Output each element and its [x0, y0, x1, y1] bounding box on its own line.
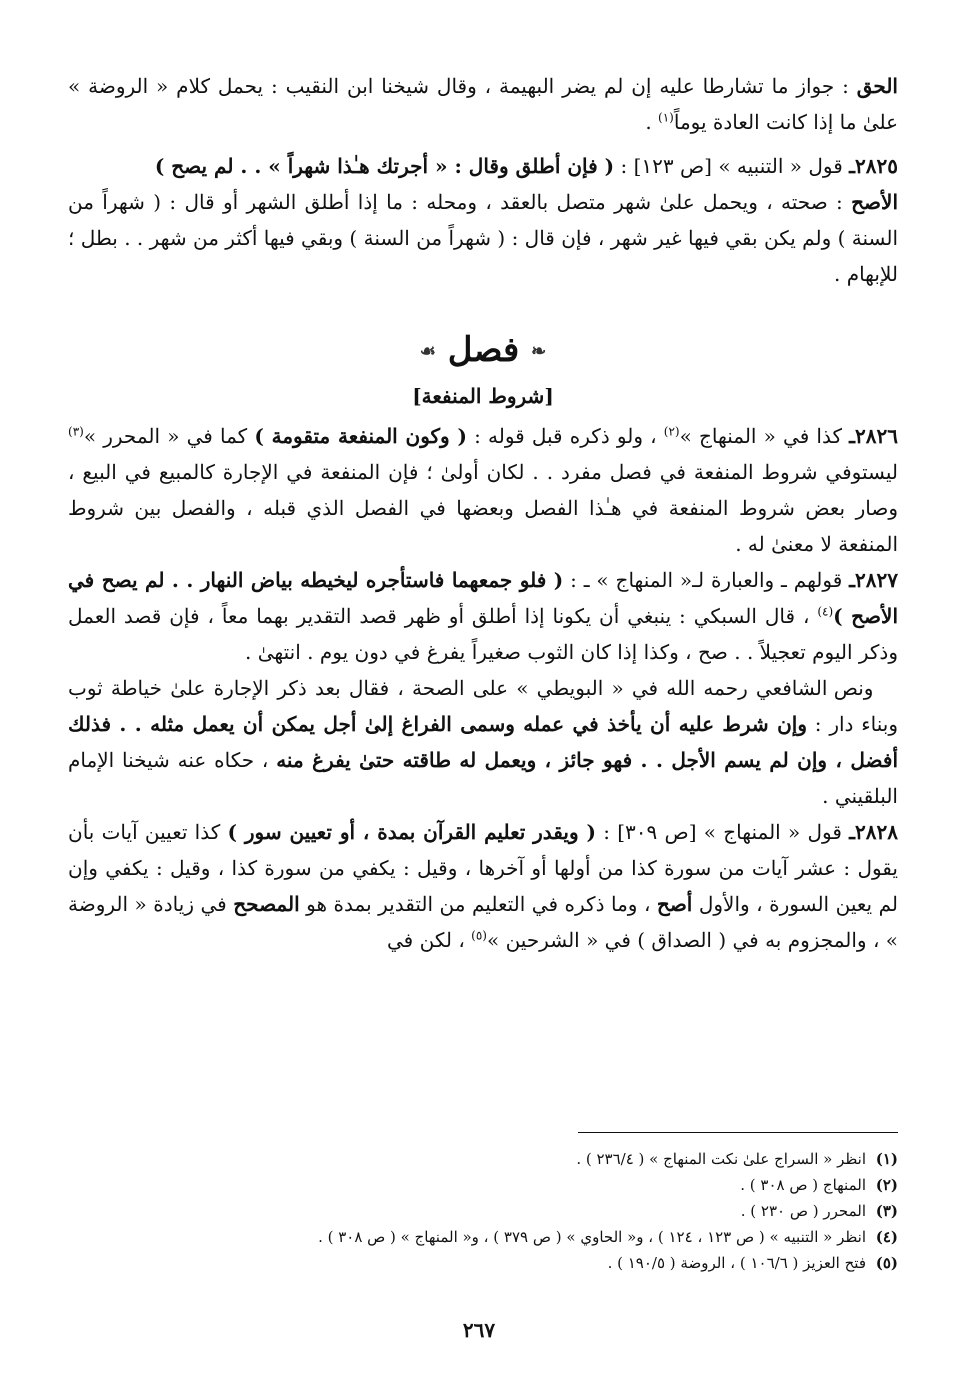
paragraph-1-text: : جواز ما تشارطا عليه إن لم يضر البهيمة ، وقال شيخنا ابن النقيب : يحمل كلام « الروضة » علىٰ ما إذا كانت العادة يوماً	[68, 74, 898, 134]
paragraph-shafii	[68, 670, 898, 814]
paragraph-2826-d: ليستوفي شروط المنفعة في فصل مفرد . . لكان أولىٰ ؛ فإن المنفعة في الإجارة كالمبيع في البيع ، وصار بعض شروط المنفعة في هـٰذا الفصل وبعضها في الفصل الذي قبله ، والفصل بين شروط المنفعة لا معنىٰ له .	[68, 460, 898, 556]
paragraph-shafii-a: ونص الشافعي رحمه الله في « البويطي » على الصحة ، فقال بعد ذكر الإجارة علىٰ خياطة ثوب وبناء دار :	[68, 676, 898, 736]
paragraph-2826-b: ، ولو ذكره قبل قوله :	[466, 424, 664, 448]
footnote-5	[140, 1250, 898, 1276]
footnote-4	[140, 1224, 898, 1250]
paragraph-2828-e: ، لكن في	[387, 928, 472, 952]
paragraph-2828	[68, 814, 898, 958]
footnotes	[140, 1146, 898, 1276]
footnote-ref-4[interactable]: (٤)	[817, 604, 834, 619]
page-body	[68, 68, 898, 958]
quote-2826: ( وكون المنفعة متقومة )	[254, 424, 467, 448]
fasl-ornament	[68, 326, 898, 376]
footnote-number: (١)	[875, 1150, 898, 1168]
entry-number-2828: ٢٨٢٨ـ	[849, 820, 898, 844]
paragraph-2827-a: قولهم ـ والعبارة لـ« المنهاج » ـ :	[563, 568, 850, 592]
entry-number-2826: ٢٨٢٦ـ	[849, 424, 898, 448]
ornament-right-icon: ☙	[419, 341, 436, 362]
footnote-number: (٢)	[875, 1176, 898, 1194]
paragraph-2825-source: قول « التنبيه » [ص ١٢٣] :	[614, 154, 850, 178]
footnote-3	[140, 1198, 898, 1224]
section-title: [شروط المنفعة]	[412, 384, 554, 408]
paragraph-2825-text: : صحته ، ويحمل علىٰ شهر متصل بالعقد ، ومحله : ما إذا أطلق الشهر أو قال : ( شهراً من السنة ) ولم يكن بقي فيها غير شهر ، فإن قال : ( شهراً من السنة ) وبقي فيها أكثر من شهر . . بطل ؛ للإبهام .	[68, 190, 898, 286]
footnote-1	[140, 1146, 898, 1172]
footnote-text: فتح العزيز ( ١٠٦/٦ ) ، الروضة ( ١٩٠/٥ ) .	[607, 1254, 866, 1272]
ornament-left-icon: ❧	[531, 341, 547, 362]
footnote-2	[140, 1172, 898, 1198]
paragraph-1-end: .	[645, 110, 659, 134]
quote-2828: ( ويقدر تعليم القرآن بمدة ، أو تعيين سور )	[227, 820, 596, 844]
footnote-text: المنهاج ( ص ٣٠٨ ) .	[740, 1176, 866, 1194]
footnote-number: (٤)	[875, 1228, 898, 1246]
footnote-number: (٣)	[875, 1202, 898, 1220]
footnote-text: المحرر ( ص ٢٣٠ ) .	[740, 1202, 866, 1220]
paragraph-2826	[68, 418, 898, 562]
term-asahh: الأصح	[851, 190, 898, 214]
footnote-ref-1[interactable]: (١)	[658, 110, 674, 125]
quote-2825: ( فإن أطلق وقال : « أجرتك هـٰذا شهراً » . . لم يصح )	[154, 154, 615, 178]
quote-2827: ( فلو جمعهما فاستأجره ليخيطه بياض النهار . . لم يصح في الأصح )	[68, 568, 899, 628]
paragraph-2828-c: ، وما ذكره في التعليم من التقدير بمدة هو	[299, 892, 657, 916]
footnote-number: (٥)	[875, 1254, 898, 1272]
footnote-text: انظر « السراج علىٰ نكت المنهاج » ( ٢٣٦/٤ ) .	[576, 1150, 866, 1168]
paragraph-2827-b: ، قال السبكي : ينبغي أن يكونا إذا أطلق أو ظهر قصد التقدير بهما معاً ، فإن قصد العمل وذكر اليوم تعجيلاً . . صح ، وكذا إذا كان الثوب صغيراً يفرغ في دون يوم . انتهىٰ .	[68, 604, 898, 664]
term-musahhah: المصحح	[233, 892, 300, 916]
footnote-ref-2[interactable]: (٢)	[663, 424, 680, 439]
paragraph-2826-a: كذا في « المنهاج »	[679, 424, 850, 448]
paragraph-shafii-b: ، حكاه عنه شيخنا الإمام البلقيني .	[68, 748, 898, 808]
footnote-ref-5[interactable]: (٥)	[471, 928, 487, 943]
term-haqq: الحق	[856, 74, 898, 98]
entry-number-2827: ٢٨٢٧ـ	[849, 568, 898, 592]
paragraph-2825	[68, 148, 898, 292]
quote-buwayti: وإن شرط عليه أن يأخذ في عمله وسمى الفراغ إلىٰ أجل يمكن أن يعمل مثله . . فذلك أفضل ، وإن لم يسم الأجل . . فهو جائز ، ويعمل له طاقته حتىٰ يفرغ منه	[68, 712, 898, 772]
paragraph-1	[68, 68, 898, 140]
footnote-text: انظر « التنبيه » ( ص ١٢٣ ، ١٢٤ ) ، و« الحاوي » ( ص ٣٧٩ ) ، و« المنهاج » ( ص ٣٠٨ ) .	[318, 1228, 866, 1246]
paragraph-2826-c: كما في « المحرر »	[83, 424, 255, 448]
paragraph-2828-b: كذا تعيين آيات بأن يقول : عشر آيات من سورة كذا من أولها أو آخرها ، وقيل : يكفي من سورة كذا ، وقيل : يكفي وإن لم يعين السورة ، والأول	[68, 820, 898, 916]
paragraph-2828-d: في زيادة « الروضة » ، والمجزوم به في ( الصداق ) في « الشرحين »	[68, 892, 898, 952]
fasl-heading: فصل	[447, 330, 520, 370]
entry-number-2825: ٢٨٢٥ـ	[849, 154, 898, 178]
footnote-divider	[578, 1132, 898, 1133]
paragraph-2828-a: قول « المنهاج » [ص ٣٠٩] :	[595, 820, 850, 844]
term-asahh-2: أصح	[656, 892, 693, 916]
footnote-ref-3[interactable]: (٣)	[68, 424, 84, 439]
page-number: ٢٦٧	[462, 1318, 496, 1342]
paragraph-2827	[68, 562, 898, 670]
